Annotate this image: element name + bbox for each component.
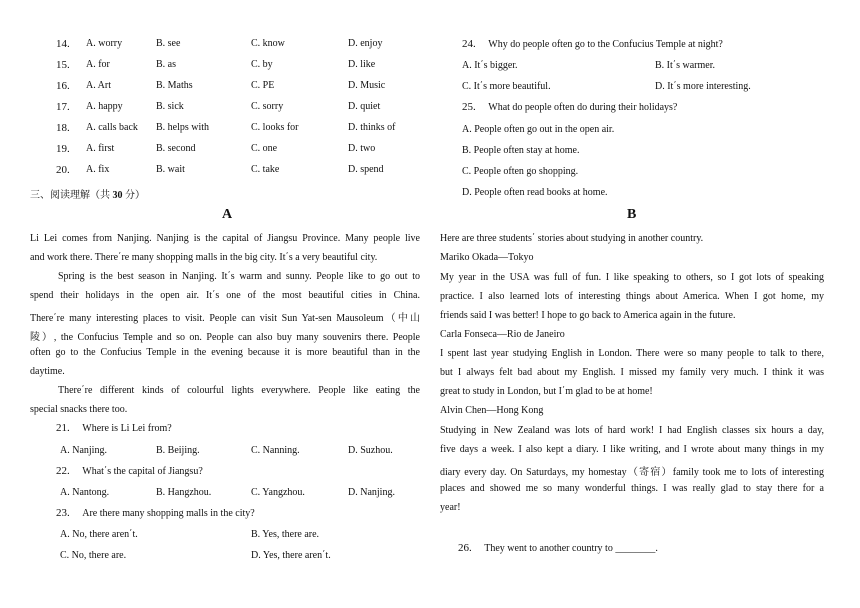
q25-option-a[interactable]: A. People often go out in the open air. bbox=[462, 124, 615, 135]
mcq-option-d[interactable]: D. two bbox=[348, 143, 376, 154]
mcq-option-b[interactable]: B. second bbox=[156, 143, 196, 154]
mcq-option-b[interactable]: B. see bbox=[156, 38, 181, 49]
q21-option-d[interactable]: D. Suzhou. bbox=[348, 445, 393, 456]
q24-option-b[interactable]: B. It΄s warmer. bbox=[655, 60, 715, 71]
mcq-option-b[interactable]: B. wait bbox=[156, 164, 185, 175]
question-number: 21. bbox=[56, 422, 70, 434]
mcq-option-c[interactable]: C. take bbox=[251, 164, 280, 175]
mcq-option-c[interactable]: C. looks for bbox=[251, 122, 299, 133]
question-number: 15. bbox=[56, 59, 70, 71]
mcq-option-c[interactable]: C. PE bbox=[251, 80, 275, 91]
mcq-option-a[interactable]: A. calls back bbox=[86, 122, 138, 133]
q21-option-a[interactable]: A. Nanjing. bbox=[60, 445, 107, 456]
passage-b-line: friends said I was better! I hope to go back to America again in the future. bbox=[440, 310, 736, 321]
passage-a-heading: A bbox=[222, 207, 233, 222]
mcq-option-a[interactable]: A. happy bbox=[86, 101, 123, 112]
section-title-score: 30 bbox=[112, 190, 123, 201]
question-text: Are there many shopping malls in the city? bbox=[82, 508, 255, 519]
passage-a-line: often go to the Confucius Temple in the evening because it is more beautiful than in the bbox=[30, 347, 420, 358]
mcq-option-c[interactable]: C. one bbox=[251, 143, 278, 154]
passage-b-line: practice. I also learned lots of interesting things about America. When I got home, my bbox=[440, 291, 824, 302]
passage-b-line: places and showed me so many wonderful things. I was really glad to stay there for a bbox=[440, 483, 824, 494]
mcq-option-b[interactable]: B. Maths bbox=[156, 80, 193, 91]
question-number: 20. bbox=[56, 164, 70, 176]
mcq-option-a[interactable]: A. Art bbox=[86, 80, 111, 91]
question-text: Where is Li Lei from? bbox=[82, 423, 172, 434]
mcq-option-d[interactable]: D. quiet bbox=[348, 101, 381, 112]
mcq-option-b[interactable]: B. sick bbox=[156, 101, 184, 112]
question-number: 14. bbox=[56, 38, 70, 50]
mcq-option-a[interactable]: A. first bbox=[86, 143, 115, 154]
passage-a-line: daytime. bbox=[30, 366, 65, 377]
student-name: Alvin Chen—Hong Kong bbox=[440, 405, 544, 416]
question-number: 24. bbox=[462, 38, 476, 50]
mcq-option-d[interactable]: D. like bbox=[348, 59, 376, 70]
question-text: Why do people often go to the Confucius Temple at night? bbox=[488, 39, 723, 50]
q25-option-c[interactable]: C. People often go shopping. bbox=[462, 166, 579, 177]
question-text: They went to another country to ________. bbox=[484, 543, 658, 554]
question-number: 23. bbox=[56, 507, 70, 519]
question-number: 19. bbox=[56, 143, 70, 155]
q25-option-d[interactable]: D. People often read books at home. bbox=[462, 187, 608, 198]
question-number: 17. bbox=[56, 101, 70, 113]
passage-b-line: year! bbox=[440, 502, 461, 513]
question-26 bbox=[458, 542, 658, 554]
question-number: 16. bbox=[56, 80, 70, 92]
q23-option-d[interactable]: D. Yes, there aren΄t. bbox=[251, 550, 331, 561]
question-24 bbox=[462, 38, 723, 50]
question-number: 22. bbox=[56, 465, 70, 477]
passage-b-line: diary every day. On Saturdays, my homestay（寄宿）family took me to lots of interesting bbox=[440, 467, 824, 478]
mcq-option-a[interactable]: A. worry bbox=[86, 38, 123, 49]
passage-b-line: I spent last year studying English in London. There were so many people to talk to there, bbox=[440, 348, 824, 359]
mcq-option-d[interactable]: D. spend bbox=[348, 164, 384, 175]
question-text: What΄s the capital of Jiangsu? bbox=[82, 466, 203, 477]
q22-option-b[interactable]: B. Hangzhou. bbox=[156, 487, 212, 498]
q23-option-b[interactable]: B. Yes, there are. bbox=[251, 529, 320, 540]
passage-a-line: There΄re different kinds of colourful lights everywhere. People like eating the bbox=[58, 385, 420, 396]
passage-b-line: but I always felt bad about my English. I missed my family very much. I think it was bbox=[440, 367, 824, 378]
passage-a-line: special snacks there too. bbox=[30, 404, 128, 415]
question-number: 25. bbox=[462, 101, 476, 113]
passage-a-line: 陵）, the Confucius Temple and so on. People can also buy many souvenirs there. People bbox=[30, 332, 420, 343]
q23-option-a[interactable]: A. No, there aren΄t. bbox=[60, 529, 138, 540]
q25-option-b[interactable]: B. People often stay at home. bbox=[462, 145, 580, 156]
q22-option-c[interactable]: C. Yangzhou. bbox=[251, 487, 305, 498]
mcq-option-b[interactable]: B. helps with bbox=[156, 122, 210, 133]
q24-option-d[interactable]: D. It΄s more interesting. bbox=[655, 81, 751, 92]
mcq-option-a[interactable]: A. fix bbox=[86, 164, 110, 175]
mcq-option-c[interactable]: C. by bbox=[251, 59, 273, 70]
question-21 bbox=[56, 422, 172, 434]
passage-b-heading: B bbox=[627, 207, 637, 222]
passage-a-line: There΄re many interesting places to visit. People can visit Sun Yat-sen Mausoleum（中山 bbox=[30, 313, 420, 324]
passage-b-line: My year in the USA was full of fun. I like speaking to others, so I got lots of speaking bbox=[440, 272, 824, 283]
mcq-option-c[interactable]: C. know bbox=[251, 38, 285, 49]
q24-option-a[interactable]: A. It΄s bigger. bbox=[462, 60, 518, 71]
mcq-option-d[interactable]: D. Music bbox=[348, 80, 386, 91]
q24-option-c[interactable]: C. It΄s more beautiful. bbox=[462, 81, 551, 92]
mcq-option-d[interactable]: D. enjoy bbox=[348, 38, 383, 49]
passage-a-line: Spring is the best season in Nanjing. It΄s warm and sunny. People like to go out to bbox=[58, 271, 420, 282]
question-text: What do people often do during their holidays? bbox=[488, 102, 678, 113]
passage-b-line: great to study in London, but I΄m glad to be at home! bbox=[440, 386, 653, 397]
question-22 bbox=[56, 465, 203, 477]
q21-option-c[interactable]: C. Nanning. bbox=[251, 445, 300, 456]
question-number: 26. bbox=[458, 542, 472, 554]
passage-b-intro: Here are three students΄ stories about studying in another country. bbox=[440, 233, 704, 244]
mcq-option-d[interactable]: D. thinks of bbox=[348, 122, 396, 133]
passage-b-line: Studying in New Zealand was lots of hard work! I had English classes six hours a day, bbox=[440, 425, 824, 436]
passage-a-line: and work there. There΄re many shopping malls in the big city. It΄s a very beautiful city. bbox=[30, 252, 378, 263]
question-number: 18. bbox=[56, 122, 70, 134]
question-23 bbox=[56, 507, 255, 519]
passage-a-line: spend their holidays in the open air. It΄s one of the most beautiful cities in China. bbox=[30, 290, 420, 301]
q23-option-c[interactable]: C. No, there are. bbox=[60, 550, 127, 561]
mcq-option-c[interactable]: C. sorry bbox=[251, 101, 284, 112]
section-title bbox=[30, 186, 145, 201]
passage-a-line: Li Lei comes from Nanjing. Nanjing is the capital of Jiangsu Province. Many people live bbox=[30, 233, 420, 244]
q22-option-d[interactable]: D. Nanjing. bbox=[348, 487, 395, 498]
passage-b-line: five days a week. I also kept a diary. I like writing, and I wrote about many things in my bbox=[440, 444, 824, 455]
section-title-pre: 三、阅读理解（共 bbox=[30, 190, 113, 201]
q21-option-b[interactable]: B. Beijing. bbox=[156, 445, 200, 456]
question-25 bbox=[462, 101, 677, 113]
q22-option-a[interactable]: A. Nantong. bbox=[60, 487, 110, 498]
mcq-option-b[interactable]: B. as bbox=[156, 59, 176, 70]
student-name: Carla Fonseca—Rio de Janeiro bbox=[440, 329, 565, 340]
student-name: Mariko Okada—Tokyo bbox=[440, 252, 534, 263]
section-title-post: 分） bbox=[122, 190, 145, 201]
mcq-option-a[interactable]: A. for bbox=[86, 59, 110, 70]
